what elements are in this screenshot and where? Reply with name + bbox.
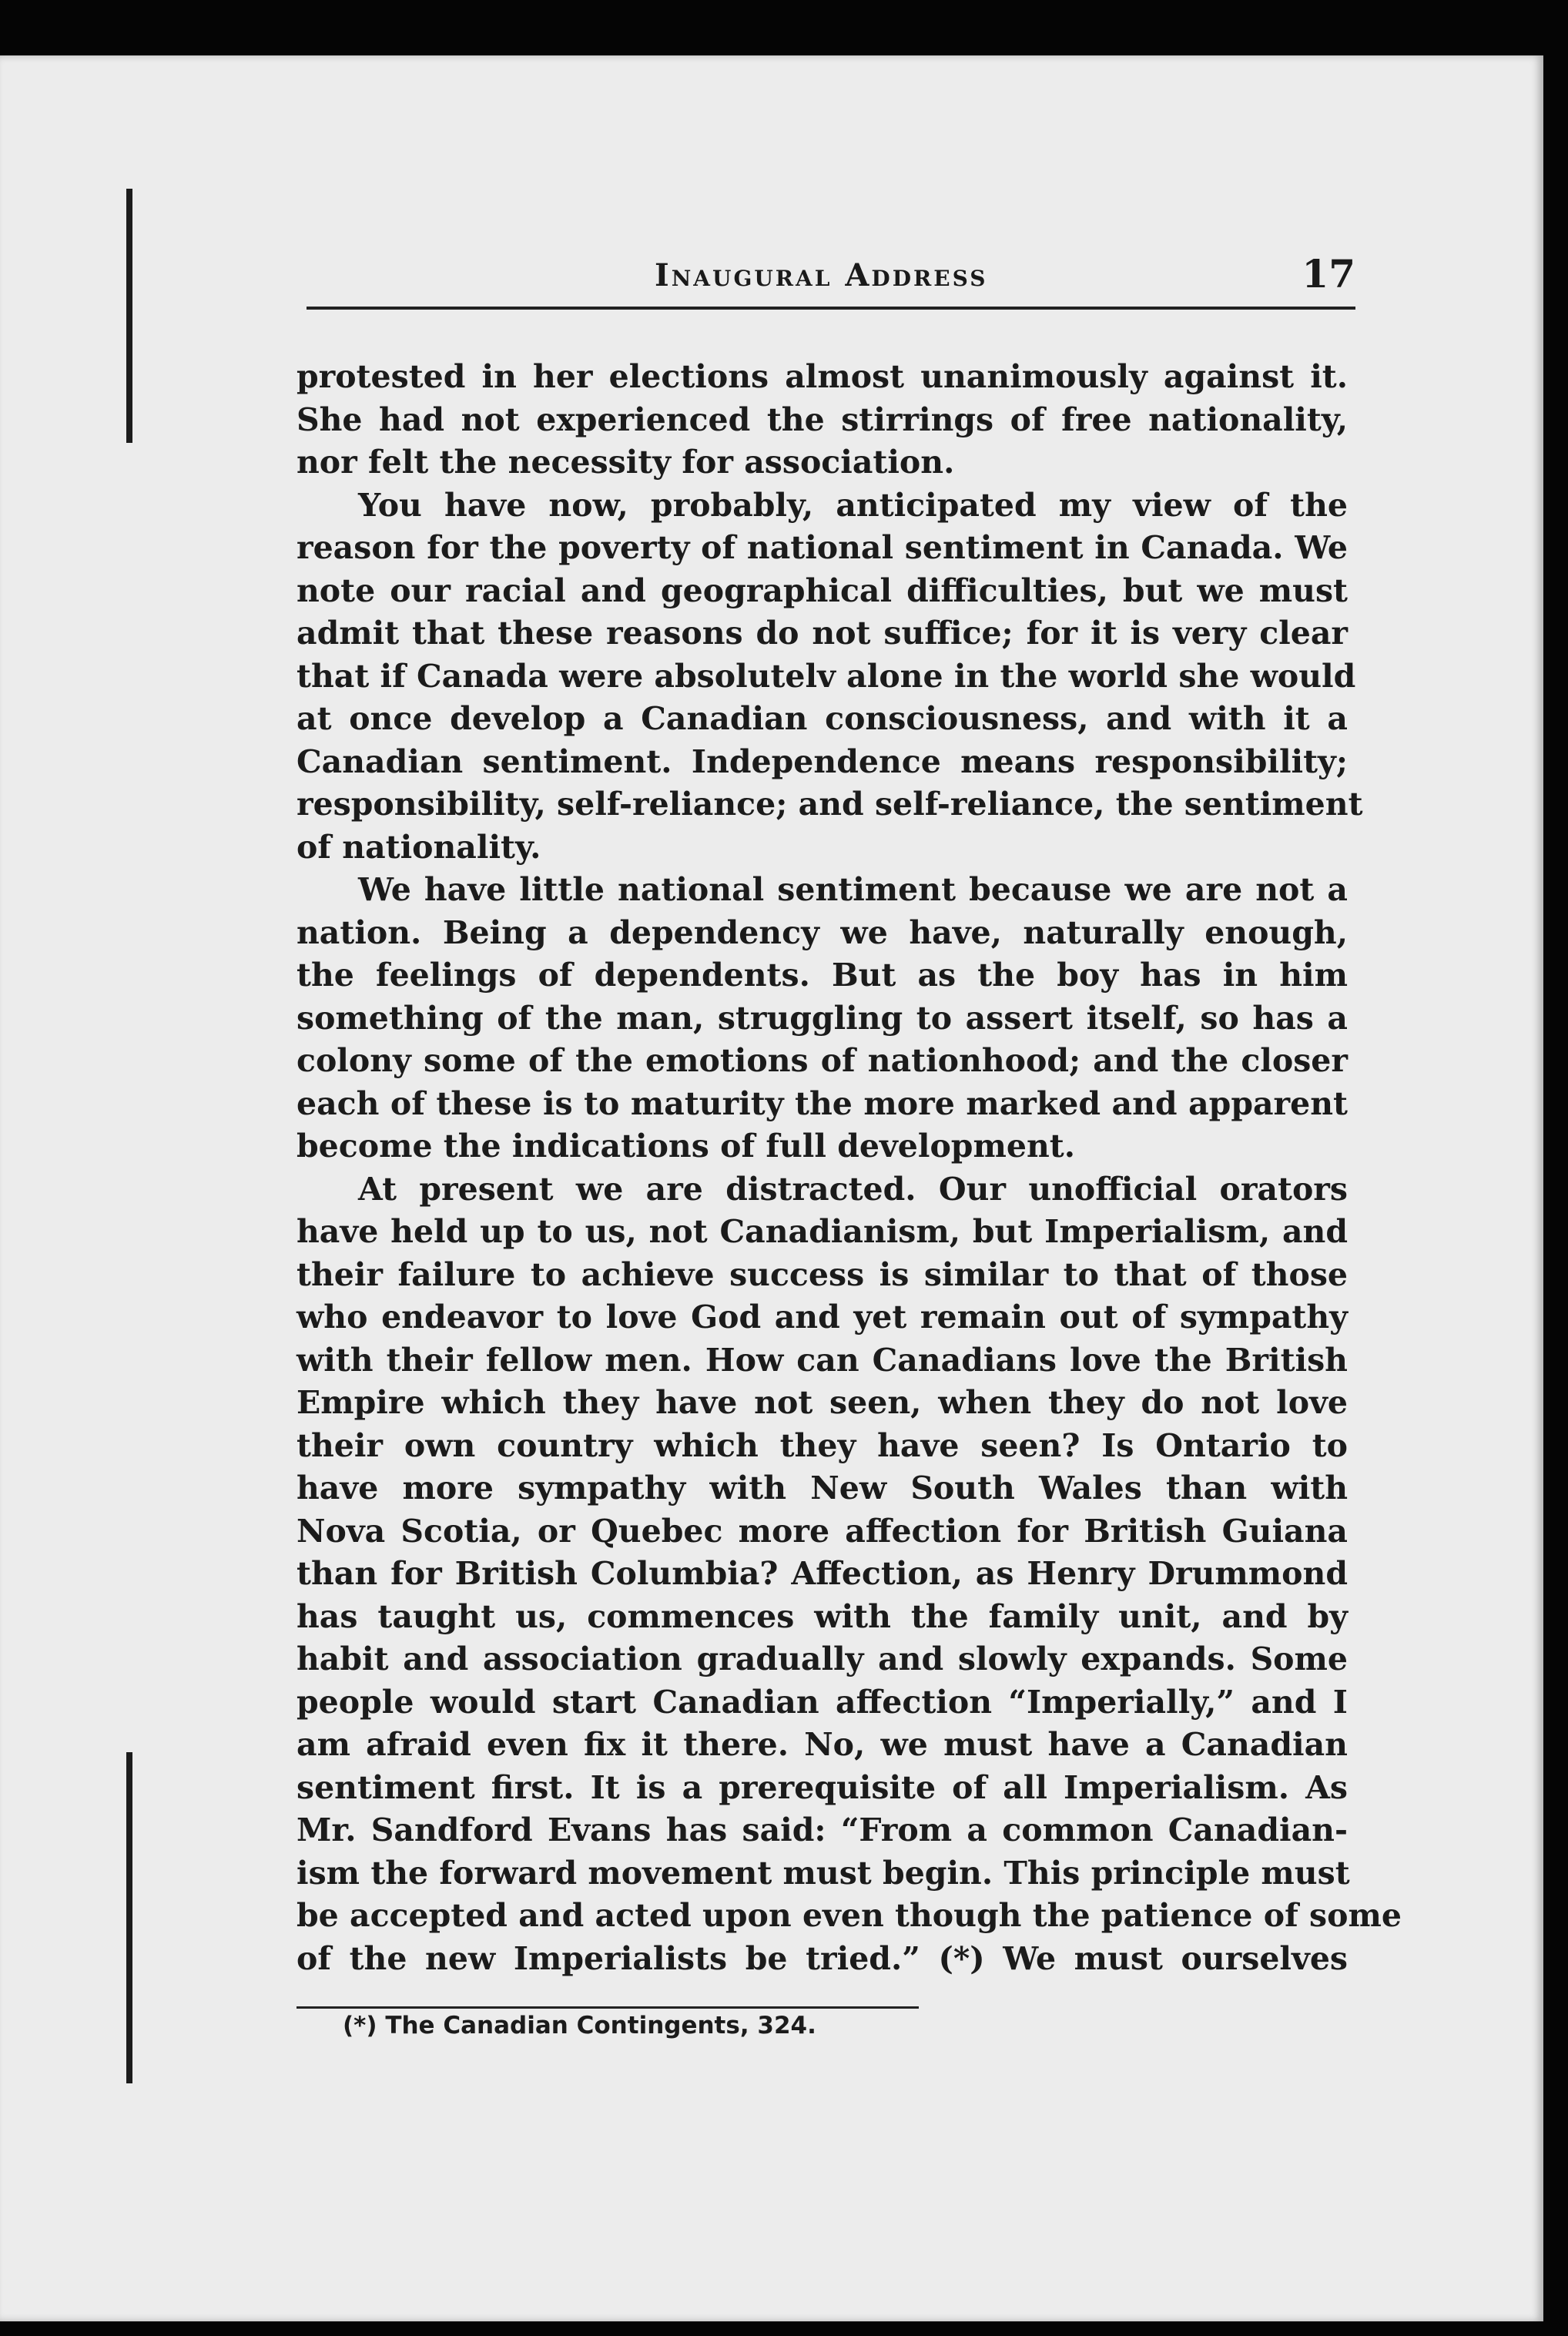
text-line: at once develop a Canadian consciousness, and with it a xyxy=(297,700,1348,737)
text-line: Mr. Sandford Evans has said: “From a common Canadian- xyxy=(297,1811,1348,1848)
text-line: admit that these reasons do not suffice; for it is very clear xyxy=(297,615,1348,652)
text-line: the feelings of dependents. But as the boy has in him xyxy=(297,957,1348,994)
text-line: habit and association gradually and slowly expands. Some xyxy=(297,1641,1348,1677)
text-line: be accepted and acted upon even though the patience of some xyxy=(297,1897,1402,1934)
text-line: that if Canada were absolutelv alone in the world she would xyxy=(297,657,1356,695)
text-line: people would start Canadian affection “Imperially,” and I xyxy=(297,1683,1348,1721)
text-line: We have little national sentiment because we are not a xyxy=(358,871,1348,908)
text-line: colony some of the emotions of nationhood; and the closer xyxy=(297,1042,1348,1079)
binding-mark-top xyxy=(126,189,132,443)
text-line: have more sympathy with New South Wales than with xyxy=(297,1470,1348,1507)
text-line: am afraid even fix it there. No, we must have a Canadian xyxy=(297,1726,1348,1763)
page-header xyxy=(304,246,1355,300)
text-line: become the indications of full development. xyxy=(297,1128,1075,1165)
header-rule xyxy=(307,307,1355,310)
text-line: responsibility, self-reliance; and self-reliance, the sentiment xyxy=(297,786,1363,823)
footnote: (*) The Canadian Contingents, 324. xyxy=(343,2012,816,2039)
text-line: At present we are distracted. Our unofficial orators xyxy=(358,1170,1348,1208)
page-number: 17 xyxy=(1302,251,1355,297)
footnote-rule xyxy=(297,2006,919,2009)
binding-mark-bottom xyxy=(126,1752,132,2083)
text-line: than for British Columbia? Affection, as Henry Drummond xyxy=(297,1555,1348,1592)
text-line: Empire which they have not seen, when they do not love xyxy=(297,1384,1348,1421)
text-line: protested in her elections almost unanimously against it. xyxy=(297,358,1348,395)
text-line: reason for the poverty of national sentiment in Canada. We xyxy=(297,529,1348,566)
text-line: their own country which they have seen? Is Ontario to xyxy=(297,1426,1348,1464)
text-line: have held up to us, not Canadianism, but Imperialism, and xyxy=(297,1213,1348,1250)
text-line: nor felt the necessity for association. xyxy=(297,444,955,481)
text-line: note our racial and geographical difficulties, but we must xyxy=(297,571,1348,609)
text-line: ism the forward movement must begin. This principle must xyxy=(297,1854,1350,1892)
text-line: She had not experienced the stirrings of free nationality, xyxy=(297,401,1348,438)
text-line: each of these is to maturity the more marked and apparent xyxy=(297,1084,1348,1122)
text-line: nation. Being a dependency we have, naturally enough, xyxy=(297,913,1348,951)
text-line: with their fellow men. How can Canadians love the British xyxy=(297,1341,1348,1379)
text-line: sentiment first. It is a prerequisite of all Imperialism. As xyxy=(297,1768,1348,1806)
text-line: who endeavor to love God and yet remain out of sympathy xyxy=(297,1299,1348,1336)
text-line: something of the man, struggling to assert itself, so has a xyxy=(297,999,1348,1037)
text-line: of nationality. xyxy=(297,828,541,866)
text-line: their failure to achieve success is similar to that of those xyxy=(297,1255,1348,1293)
text-line: Nova Scotia, or Quebec more affection for British Guiana xyxy=(297,1512,1348,1550)
text-line: of the new Imperialists be tried.” (*) We must ourselves xyxy=(297,1939,1348,1977)
text-line: You have now, probably, anticipated my view of the xyxy=(358,486,1348,524)
body-text xyxy=(297,356,1402,1980)
text-line: has taught us, commences with the family unit, and by xyxy=(297,1597,1348,1635)
text-line: Canadian sentiment. Independence means responsibility; xyxy=(297,742,1348,780)
running-title: Inaugural Address xyxy=(655,257,988,293)
